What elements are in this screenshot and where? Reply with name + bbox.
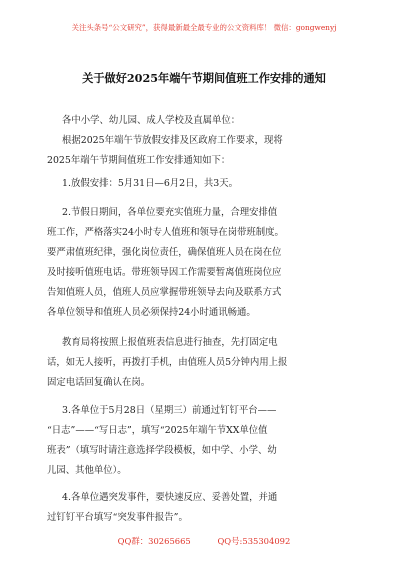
body-line: 2025年端午节期间值班工作安排通知如下：	[47, 155, 231, 166]
body-line: 要严肃值班纪律，强化岗位责任，确保值班人员在岗在位	[47, 247, 282, 258]
body-line: 各单位领导和值班人员必须保持24小时通讯畅通。	[47, 307, 256, 318]
header-banner: 关注头条号“公文研究”，获得最新最全最专业的公文资料库！ 微信：gongwenyj	[71, 23, 337, 32]
body-line: 固定电话回复确认在岗。	[47, 377, 151, 388]
body-line: 儿园、其他单位）。	[47, 465, 127, 476]
body-line: 1.放假安排：5月31日—6月2日，共3天。	[62, 178, 238, 189]
footer-qq: QQ号:535304092	[217, 536, 291, 546]
body-line: 过钉钉平台填写“突发事件报告”。	[47, 512, 188, 523]
body-line: 根据2025年端午节放假安排及区政府工作要求，现将	[62, 135, 283, 146]
body-line: 4.各单位遇突发事件，要快速反应、妥善处置，并通	[62, 492, 278, 503]
body-line: 话，如无人接听，再拨打手机，由值班人员5分钟内用上报	[47, 357, 288, 368]
body-line: 及时接听值班电话。带班领导因工作需要暂离值班岗位应	[47, 267, 282, 278]
body-line: 3.各单位于5月28日（星期三）前通过钉钉平台——	[62, 405, 277, 416]
body-line: “日志”——“写日志”，填写“2025年端午节XX单位值	[47, 425, 268, 436]
salutation-line: 各中小学、幼儿园、成人学校及直属单位：	[62, 115, 241, 126]
body-line: 班工作，严格落实24小时专人值班和领导在岗带班制度。	[47, 227, 284, 238]
document-title: 关于做好2025年端午节期间值班工作安排的通知	[82, 71, 326, 85]
body-line: 教育局将按照上报值班表信息进行抽查，先打固定电	[62, 337, 278, 348]
body-line: 2.节假日期间，各单位要充实值班力量，合理安排值	[62, 207, 278, 218]
footer-contact	[0, 535, 408, 547]
footer-qq-group: QQ群：30265665	[117, 536, 191, 546]
body-line: 班表”（填写时请注意选择学段模板，如中学、小学、幼	[47, 445, 277, 456]
body-line: 告知值班人员，值班人员应掌握带班领导去向及联系方式	[47, 287, 282, 298]
